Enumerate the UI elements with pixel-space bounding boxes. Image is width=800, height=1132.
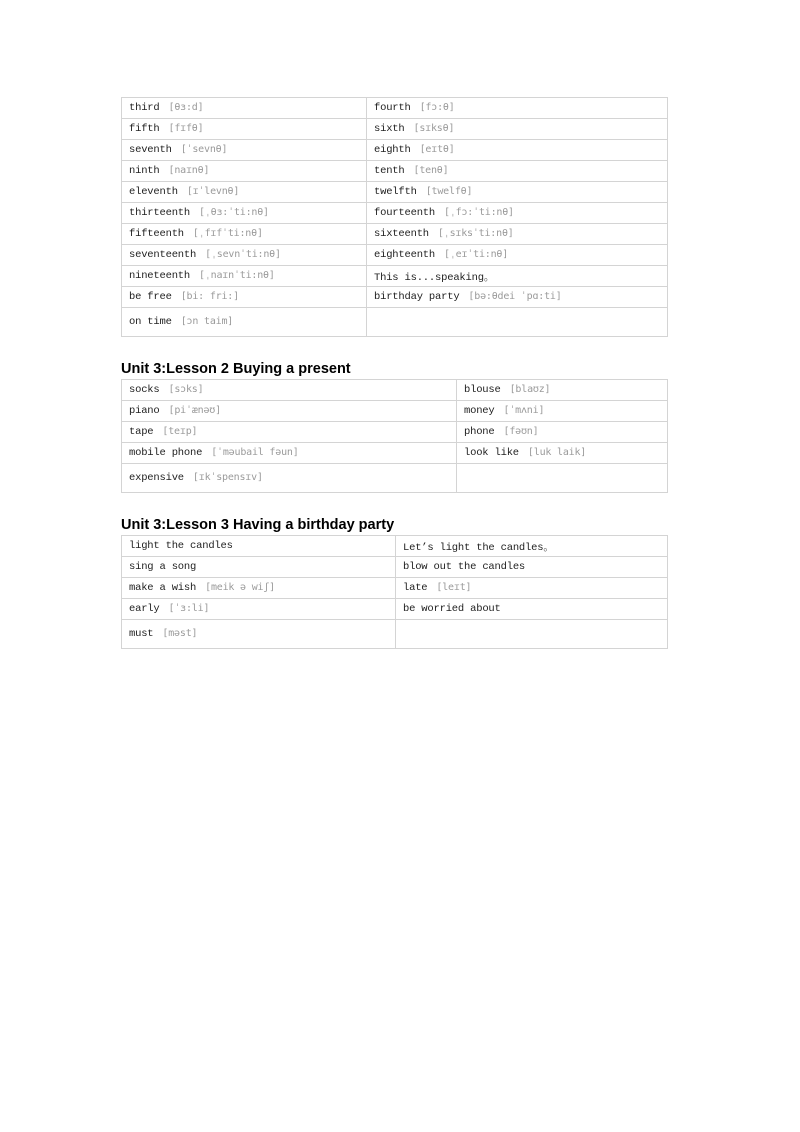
vocab-cell [367, 140, 668, 161]
vocab-word: be worried about [403, 603, 501, 615]
vocab-word: socks [129, 384, 160, 396]
lesson2-vocab-table [121, 379, 668, 493]
vocab-word: fourth [374, 102, 411, 114]
table-row [122, 443, 668, 464]
vocab-cell [122, 287, 367, 308]
vocab-word: fourteenth [374, 207, 436, 219]
vocab-word: third [129, 102, 160, 114]
vocab-cell [122, 620, 396, 649]
vocab-cell [122, 401, 457, 422]
vocab-phonetic: [məst] [162, 628, 198, 639]
vocab-cell [122, 245, 367, 266]
table-row [122, 599, 668, 620]
table-row [122, 422, 668, 443]
vocab-phonetic: [eɪtθ] [419, 144, 455, 155]
vocab-cell [122, 380, 457, 401]
vocab-word: fifteenth [129, 228, 184, 240]
vocab-cell [367, 245, 668, 266]
vocab-phonetic: [ˈsevnθ] [180, 144, 228, 155]
vocab-phonetic: [ɪkˈspensɪv] [192, 472, 263, 483]
vocab-phonetic: [ˌsevnˈti:nθ] [205, 249, 281, 260]
empty-cell [367, 308, 668, 337]
table-row [122, 557, 668, 578]
vocab-cell [122, 536, 396, 557]
vocab-word: blow out the candles [403, 561, 526, 573]
vocab-word: seventeenth [129, 249, 197, 261]
lesson3-vocab-table [121, 535, 668, 649]
table-row [122, 287, 668, 308]
vocab-phonetic: [ˌnaɪnˈti:nθ] [199, 270, 275, 281]
table-row [122, 380, 668, 401]
vocab-word: blouse [464, 384, 501, 396]
vocab-cell [122, 557, 396, 578]
vocab-word: eighteenth [374, 249, 436, 261]
table-row [122, 182, 668, 203]
vocab-phonetic: [ˈɜ:li] [168, 603, 210, 614]
vocab-word: must [129, 628, 154, 640]
vocab-word: make a wish [129, 582, 197, 594]
vocab-cell [396, 557, 668, 578]
vocab-cell [396, 536, 668, 557]
vocab-phonetic: [ˈməubail fəun] [211, 447, 299, 458]
vocab-cell [122, 308, 367, 337]
vocab-phonetic: [meik ə wiʃ] [205, 582, 275, 593]
vocab-cell [457, 401, 668, 422]
vocab-cell [122, 182, 367, 203]
vocab-cell [457, 380, 668, 401]
vocab-word: early [129, 603, 160, 615]
vocab-word: nineteenth [129, 270, 191, 282]
table-row [122, 224, 668, 245]
vocab-phonetic: [twelfθ] [425, 186, 473, 197]
vocab-cell [367, 161, 668, 182]
vocab-phonetic: [teɪp] [162, 426, 198, 437]
vocab-word: This is...speaking。 [374, 271, 495, 284]
vocab-word: eighth [374, 144, 411, 156]
vocab-word: tenth [374, 165, 405, 177]
vocab-phonetic: [fɔ:θ] [419, 102, 455, 113]
vocab-phonetic: [bə:θdei ˈpɑ:ti] [468, 291, 562, 302]
vocab-cell [367, 224, 668, 245]
vocab-cell [122, 443, 457, 464]
vocab-word: thirteenth [129, 207, 191, 219]
vocab-phonetic: [bi: fri:] [180, 291, 239, 302]
vocab-cell [367, 266, 668, 287]
vocab-phonetic: [blaʊz] [509, 384, 551, 395]
vocab-phonetic: [ɔn taim] [180, 316, 234, 327]
vocab-word: late [403, 582, 428, 594]
vocab-cell [122, 119, 367, 140]
vocab-cell [457, 443, 668, 464]
vocab-phonetic: [sɔks] [168, 384, 204, 395]
vocab-cell [396, 599, 668, 620]
ordinals-vocab-table [121, 97, 668, 337]
vocab-cell [367, 287, 668, 308]
vocab-cell [122, 599, 396, 620]
table-row [122, 620, 668, 649]
vocab-phonetic: [fəʊn] [503, 426, 539, 437]
vocab-phonetic: [luk laik] [527, 447, 587, 458]
vocab-cell [122, 266, 367, 287]
vocab-phonetic: [ˌeɪˈti:nθ] [444, 249, 509, 260]
vocab-cell [367, 182, 668, 203]
document-page [121, 97, 667, 649]
vocab-phonetic: [tenθ] [413, 165, 449, 176]
table-row [122, 266, 668, 287]
vocab-word: birthday party [374, 291, 460, 303]
vocab-phonetic: [ˌfɔ:ˈti:nθ] [444, 207, 514, 218]
vocab-cell [122, 464, 457, 493]
vocab-word: look like [464, 447, 519, 459]
vocab-word: eleventh [129, 186, 178, 198]
vocab-phonetic: [leɪt] [436, 582, 472, 593]
vocab-word: light the candles [129, 540, 233, 552]
vocab-word: mobile phone [129, 447, 203, 459]
vocab-phonetic: [θɜ:d] [168, 102, 204, 113]
vocab-cell [122, 98, 367, 119]
vocab-word: sing a song [129, 561, 197, 573]
vocab-word: sixteenth [374, 228, 429, 240]
table-row [122, 245, 668, 266]
vocab-phonetic: [sɪksθ] [413, 123, 455, 134]
vocab-phonetic: [ˌθɜ:ˈti:nθ] [199, 207, 269, 218]
vocab-phonetic: [ˌfɪfˈti:nθ] [192, 228, 263, 239]
vocab-word: seventh [129, 144, 172, 156]
table-row [122, 119, 668, 140]
vocab-cell [367, 119, 668, 140]
table-row [122, 140, 668, 161]
table-row [122, 98, 668, 119]
vocab-cell [122, 161, 367, 182]
vocab-phonetic: [ˌsɪksˈti:nθ] [437, 228, 514, 239]
vocab-cell [122, 422, 457, 443]
vocab-word: be free [129, 291, 172, 303]
vocab-word: sixth [374, 123, 405, 135]
lesson2-heading: Unit 3:Lesson 2 Buying a present [121, 361, 351, 377]
vocab-cell [396, 578, 668, 599]
table-row [122, 161, 668, 182]
vocab-word: fifth [129, 123, 160, 135]
vocab-phonetic: [fɪfθ] [168, 123, 204, 134]
table-row [122, 578, 668, 599]
vocab-word: tape [129, 426, 154, 438]
vocab-word: expensive [129, 472, 184, 484]
table-row [122, 401, 668, 422]
vocab-cell [367, 203, 668, 224]
vocab-phonetic: [ˈmʌni] [503, 405, 545, 416]
table-row [122, 536, 668, 557]
vocab-word: piano [129, 405, 160, 417]
table-row [122, 464, 668, 493]
vocab-word: phone [464, 426, 495, 438]
empty-cell [396, 620, 668, 649]
vocab-word: ninth [129, 165, 160, 177]
table-row [122, 203, 668, 224]
vocab-cell [457, 422, 668, 443]
vocab-phonetic: [naɪnθ] [168, 165, 210, 176]
empty-cell [457, 464, 668, 493]
table-row [122, 308, 668, 337]
vocab-cell [122, 224, 367, 245]
vocab-word: Let’s light the candles。 [403, 541, 554, 554]
vocab-phonetic: [ɪˈlevnθ] [186, 186, 240, 197]
lesson3-heading: Unit 3:Lesson 3 Having a birthday party [121, 517, 395, 533]
vocab-cell [122, 578, 396, 599]
vocab-word: twelfth [374, 186, 417, 198]
vocab-word: money [464, 405, 495, 417]
vocab-word: on time [129, 316, 172, 328]
vocab-cell [122, 140, 367, 161]
vocab-cell [122, 203, 367, 224]
vocab-phonetic: [piˈænəʊ] [168, 405, 221, 416]
vocab-cell [367, 98, 668, 119]
